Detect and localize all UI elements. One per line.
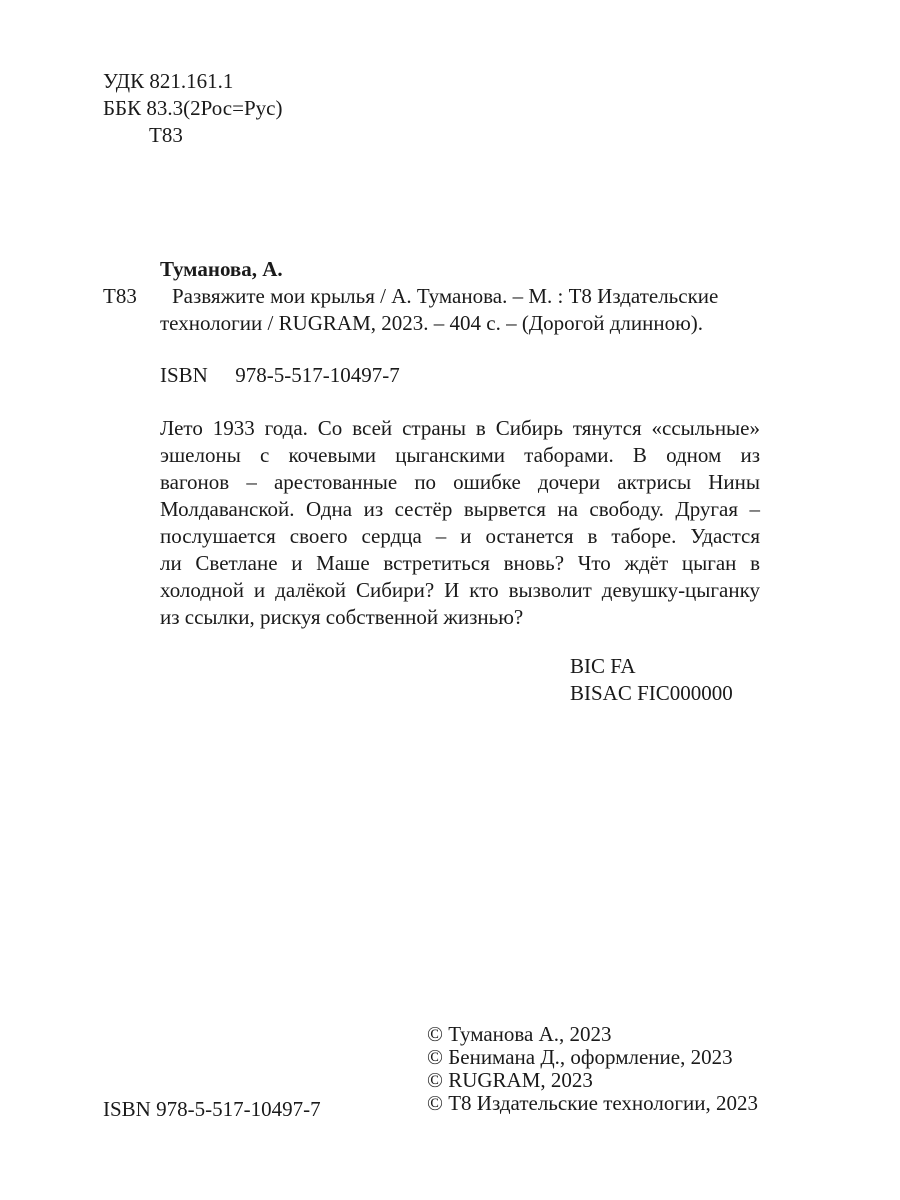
copyright-line: © Туманова А., 2023: [427, 1022, 612, 1046]
annotation-line: вагонов – арестованные по ошибке дочери актрисы Нины: [160, 470, 760, 494]
annotation-line: Молдаванской. Одна из сестёр вырвется на свободу. Другая –: [160, 497, 760, 521]
bib-line-1: Развяжите мои крылья / А. Туманова. – М. : Т8 Издательские: [172, 284, 719, 308]
annotation-line: холодной и далёкой Сибири? И кто вызволит девушку-цыганку: [160, 578, 760, 602]
annotation: [160, 415, 760, 631]
copyright-line: © Т8 Издательские технологии, 2023: [427, 1091, 758, 1115]
annotation-line: послушается своего сердца – и останется в таборе. Удастся: [160, 524, 760, 548]
bib-line-2: технологии / RUGRAM, 2023. – 404 с. – (Дорогой длинною).: [160, 311, 704, 335]
annotation-line: из ссылки, рискуя собственной жизнью?: [160, 605, 524, 629]
udk-code: УДК 821.161.1: [103, 69, 234, 93]
bibliographic-description: [160, 283, 760, 337]
bisac-code: BISAC FIC000000: [570, 681, 733, 705]
entry-author-mark: Т83: [103, 284, 137, 308]
bbk-code: ББК 83.3(2Рос=Рус): [103, 96, 283, 120]
isbn-footer: ISBN 978-5-517-10497-7: [103, 1097, 321, 1121]
copyright-block: [427, 1023, 758, 1115]
author-heading: Туманова, А.: [160, 257, 283, 281]
annotation-line: Лето 1933 года. Со всей страны в Сибирь тянутся «ссыльные»: [160, 416, 760, 440]
annotation-line: ли Светлане и Маше встретиться вновь? Что ждёт цыган в: [160, 551, 760, 575]
classification-block: [103, 68, 282, 149]
copyright-line: © Бенимана Д., оформление, 2023: [427, 1045, 733, 1069]
annotation-line: эшелоны с кочевыми цыганскими таборами. В одном из: [160, 443, 760, 467]
isbn-label: ISBN: [160, 363, 208, 387]
copyright-line: © RUGRAM, 2023: [427, 1068, 593, 1092]
author-mark: Т83: [149, 123, 183, 147]
isbn-line: [160, 362, 400, 389]
isbn-value: 978-5-517-10497-7: [235, 363, 400, 387]
subject-codes: [570, 653, 733, 707]
bic-code: BIC FA: [570, 654, 636, 678]
